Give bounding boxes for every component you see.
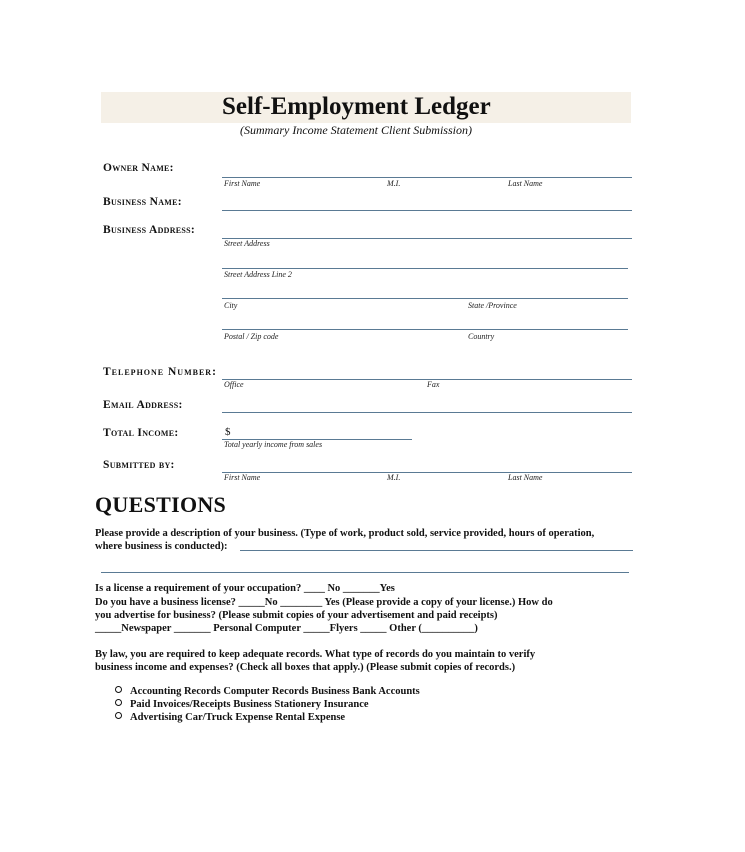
street-address-hint: Street Address xyxy=(224,239,270,248)
description-answer-line2[interactable] xyxy=(101,572,629,573)
advertising-question: you advertise for business? (Please submit copies of your advertisement and paid receipts) xyxy=(95,610,498,621)
owner-name-field[interactable] xyxy=(222,177,632,178)
country-hint: Country xyxy=(468,332,495,341)
record-option-1[interactable]: Accounting Records Computer Records Business Bank Accounts xyxy=(115,686,420,697)
owner-last-name-hint: Last Name xyxy=(508,179,543,188)
total-income-label: Total Income: xyxy=(103,427,179,439)
owner-name-label: Owner Name: xyxy=(103,162,174,174)
city-state-field[interactable] xyxy=(222,298,628,299)
telephone-label: Telephone Number: xyxy=(103,366,217,378)
submitter-first-name-hint: First Name xyxy=(224,473,261,482)
records-question-line2: business income and expenses? (Check all boxes that apply.) (Please submit copies of records.) xyxy=(95,662,516,673)
submitter-last-name-hint: Last Name xyxy=(508,473,543,482)
total-income-hint: Total yearly income from sales xyxy=(224,440,323,449)
business-license-question: Do you have a business license? _____No ________ Yes (Please provide a copy of your license.) How do xyxy=(95,597,553,608)
license-requirement-question: Is a license a requirement of your occupation? ____ No _______Yes xyxy=(95,583,395,594)
submitted-by-label: Submitted by: xyxy=(103,459,175,471)
city-hint: City xyxy=(224,301,238,310)
checkbox-circle-icon[interactable] xyxy=(115,686,122,693)
page-title: Self-Employment Ledger xyxy=(222,93,491,120)
submitter-mi-hint: M.I. xyxy=(387,473,401,482)
checkbox-circle-icon[interactable] xyxy=(115,699,122,706)
advertising-options[interactable]: _____Newspaper _______ Personal Computer _____Flyers _____ Other (__________) xyxy=(95,623,478,634)
description-answer-line1[interactable] xyxy=(240,550,633,551)
street-address-line2-field[interactable] xyxy=(222,268,628,269)
business-name-label: Business Name: xyxy=(103,196,182,208)
email-field[interactable] xyxy=(222,412,632,413)
office-hint: Office xyxy=(224,380,244,389)
checkbox-circle-icon[interactable] xyxy=(115,712,122,719)
street-address-field[interactable] xyxy=(222,238,632,239)
record-option-2[interactable]: Paid Invoices/Receipts Business Stationery Insurance xyxy=(115,699,369,710)
business-address-label: Business Address: xyxy=(103,224,196,236)
description-question-line1: Please provide a description of your business. (Type of work, product sold, service provided, hours of operation, xyxy=(95,528,595,539)
description-question-line2: where business is conducted): xyxy=(95,541,228,552)
postal-country-field[interactable] xyxy=(222,329,628,330)
fax-hint: Fax xyxy=(427,380,440,389)
email-label: Email Address: xyxy=(103,399,183,411)
business-name-field[interactable] xyxy=(222,210,632,211)
owner-mi-hint: M.I. xyxy=(387,179,401,188)
record-option-3[interactable]: Advertising Car/Truck Expense Rental Expense xyxy=(115,712,345,723)
postal-code-hint: Postal / Zip code xyxy=(224,332,279,341)
state-province-hint: State /Province xyxy=(468,301,517,310)
owner-first-name-hint: First Name xyxy=(224,179,261,188)
records-question-line1: By law, you are required to keep adequate records. What type of records do you maintain to verify xyxy=(95,649,536,660)
page-subtitle: (Summary Income Statement Client Submission) xyxy=(240,123,472,137)
currency-symbol: $ xyxy=(225,426,231,438)
submitted-by-field[interactable] xyxy=(222,472,632,473)
questions-heading: QUESTIONS xyxy=(95,492,227,517)
street-address-line2-hint: Street Address Line 2 xyxy=(224,270,292,279)
